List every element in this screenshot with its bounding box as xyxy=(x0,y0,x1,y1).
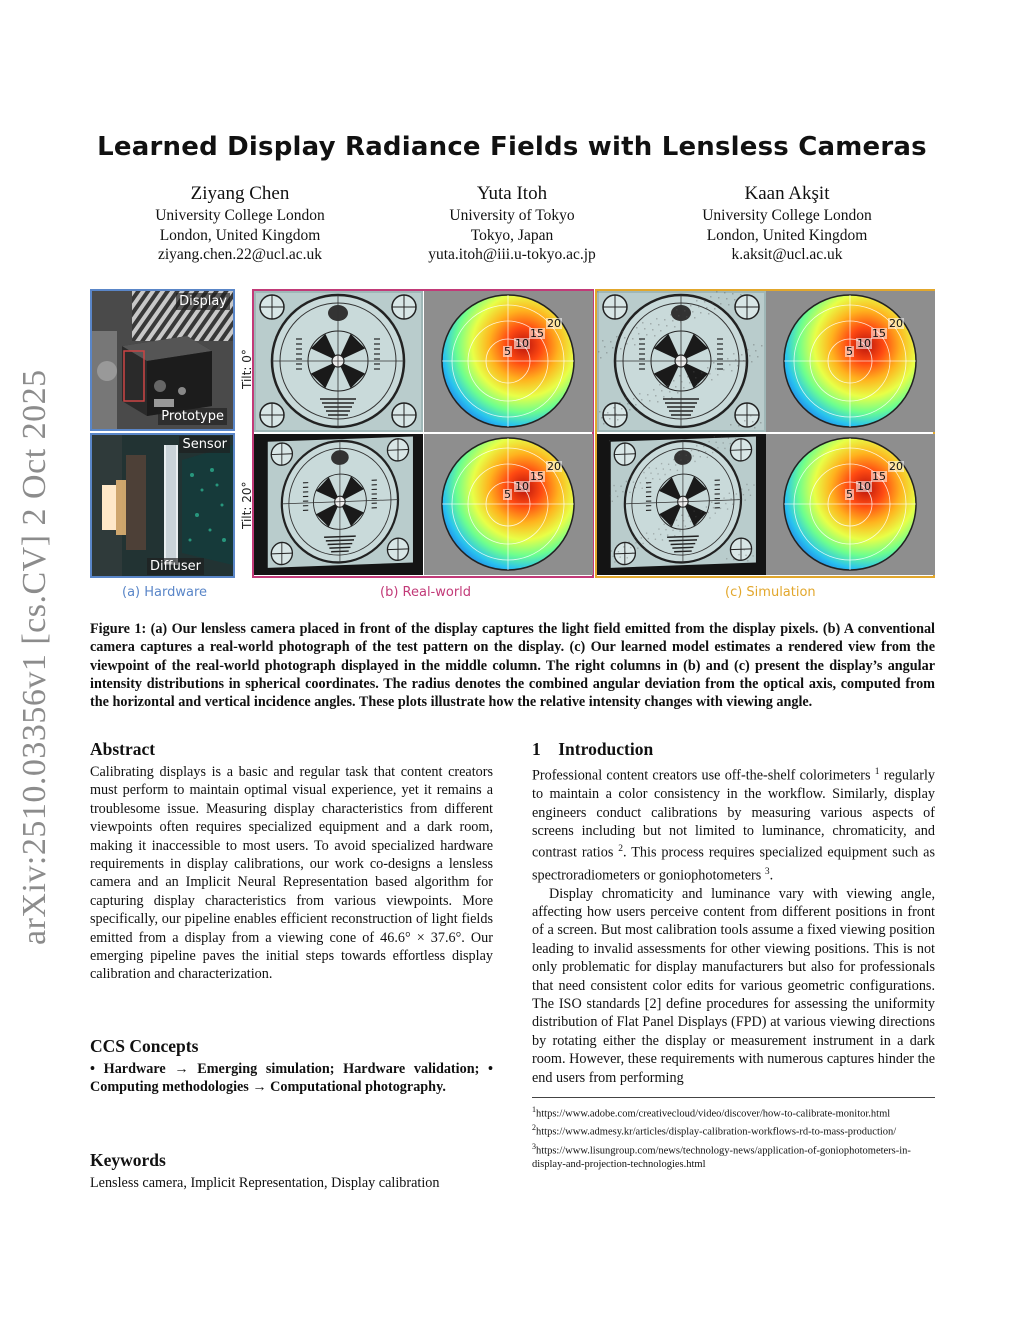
ccs-text: • Hardware → Emerging simulation; Hardware validation; • Computing methodologies → Computational photography. xyxy=(90,1060,493,1096)
footnotes xyxy=(532,1097,935,1172)
contour-label: 15 xyxy=(872,470,886,483)
real-world-test-pattern-tilt-20 xyxy=(254,434,423,575)
author-affiliation: University College London xyxy=(155,207,325,224)
display-label: Display xyxy=(176,293,230,310)
arxiv-identifier: arXiv:2510.03356v1 [cs.CV] 2 Oct 2025 xyxy=(16,369,53,945)
hardware-prototype-photo xyxy=(90,289,235,431)
introduction-paragraph-1: Professional content creators use off-the-shelf colorimeters $^1$ regularly to maintain a color consistency in the workflow. Similarly, display engineers conduct calibrations by measuring various aspects of screens including but not limited to luminance, chromaticity, and contrast ratios $^2$. This process requires specialized equipment such as spectroradiometers or goniophotometers $^3$. xyxy=(532,767,935,884)
simulation-panel-group xyxy=(595,289,935,578)
ccs-heading: CCS Concepts xyxy=(90,1035,199,1056)
figure-1 xyxy=(90,289,935,607)
introduction-paragraph-2: Display chromaticity and luminance vary with viewing angle, affecting how users perceive content from different positions in front of a screen. But most calibration tools assume a fixed viewing position leading to invalid assessments for other viewing positions. This is not only problematic for display manufacturers but also for professionals that need consistent color edits for various geometric configurations. The ISO standards [2] define procedures for assessing the uniformity distribution of Flat Panel Displays (FPD) at various viewing directions by rotating either the display or measurement instrument in a dark room. However, these requirements with numerous captures hinder the end users from performing xyxy=(532,885,935,1086)
footnote-2[interactable]: $^2$https://www.admesy.kr/articles/display-calibration-workflows-rd-to-mass-production/ xyxy=(532,1123,897,1138)
author-email[interactable]: k.aksit@ucl.ac.uk xyxy=(731,246,843,263)
diffuser-label: Diffuser xyxy=(147,558,204,575)
author-block xyxy=(90,182,935,266)
simulation-test-pattern-tilt-20 xyxy=(597,434,766,575)
footnote-3[interactable]: $^3$https://www.lisungroup.com/news/technology-news/application-of-goniophotometers-in-display-and-projection-technologies.html xyxy=(532,1141,911,1170)
author-email[interactable]: ziyang.chen.22@ucl.ac.uk xyxy=(157,246,323,263)
abstract-heading: Abstract xyxy=(90,739,156,759)
author-email[interactable]: yuta.itoh@iii.u-tokyo.ac.jp xyxy=(428,246,596,263)
real-world-test-pattern-tilt-0 xyxy=(254,291,423,432)
test-pattern-image xyxy=(254,291,423,432)
simulation-intensity-plot-tilt-0 xyxy=(766,291,935,432)
contour-label: 10 xyxy=(857,337,871,350)
tilt-0-label: Tilt: 0° xyxy=(240,349,254,389)
abstract-text: Calibrating displays is a basic and regular task that content creators must perform to maintain optimal visual experience, yet it remains a troublesome issue. Measuring display characteristics from different viewpoints often requires specialized equipment and a dark room, making it inaccessible to most users. To avoid specialized hardware requirements in display calibrations, our work co-designs a lensless camera and an Implicit Neural Representation based algorithm for capturing display characteristics from various viewpoints. More specifically, our pipeline enables efficient reconstruction of light fields emitted from a display from a viewing cone of 46.6° × 37.6°. Our emerging pipeline paves the initial steps towards effortless display calibration and characterization. xyxy=(90,764,493,983)
keywords-text: Lensless camera, Implicit Representation, Display calibration xyxy=(90,1174,440,1191)
author-3 xyxy=(637,182,937,265)
panel-b-label: (b) Real-world xyxy=(380,585,472,600)
footnote-ref-3[interactable]: 3 xyxy=(764,866,770,877)
contour-label: 10 xyxy=(515,480,529,493)
footnote-1[interactable]: $^1$https://www.adobe.com/creativecloud/video/discover/how-to-calibrate-monitor.html xyxy=(532,1105,891,1120)
keywords-heading: Keywords xyxy=(90,1149,166,1170)
tilt-20-label: Tilt: 20° xyxy=(240,481,254,529)
simulation-intensity-plot-tilt-20 xyxy=(766,434,935,575)
author-name: Ziyang Chen xyxy=(190,183,290,204)
author-location: Tokyo, Japan xyxy=(470,226,554,244)
real-world-intensity-plot-tilt-20 xyxy=(424,434,593,575)
left-column xyxy=(90,738,493,1192)
test-pattern-image xyxy=(597,291,766,432)
hardware-sensor-render xyxy=(90,433,235,578)
footnote-ref-1[interactable]: 1 xyxy=(874,767,880,777)
simulation-test-pattern-tilt-0 xyxy=(597,291,766,432)
intensity-contour-plot xyxy=(424,291,593,432)
paper-title: Learned Display Radiance Fields with Lensless Cameras xyxy=(97,132,927,162)
author-affiliation: University of Tokyo xyxy=(449,207,575,224)
sensor-label: Sensor xyxy=(179,436,230,453)
author-location: London, United Kingdom xyxy=(706,226,868,244)
contour-label: 10 xyxy=(515,337,529,350)
sensor-diffuser-illustration xyxy=(92,435,233,576)
author-name: Yuta Itoh xyxy=(476,183,548,204)
contour-label: 5 xyxy=(846,488,853,501)
test-pattern-image xyxy=(597,434,766,575)
contour-label: 15 xyxy=(872,327,886,340)
intensity-contour-plot xyxy=(424,434,593,575)
author-name: Kaan Akşit xyxy=(744,183,830,204)
panel-c-label: (c) Simulation xyxy=(725,585,816,600)
author-2 xyxy=(362,182,662,265)
intensity-contour-plot xyxy=(766,434,935,575)
author-1 xyxy=(90,182,390,265)
test-pattern-image xyxy=(254,434,423,575)
contour-label: 5 xyxy=(504,488,511,501)
prototype-label: Prototype xyxy=(158,408,227,425)
contour-label: 15 xyxy=(530,327,544,340)
introduction-heading: 1 Introduction xyxy=(532,739,654,759)
figure-caption: Figure 1: (a) Our lensless camera placed in front of the display captures the light field emitted from the display pixels. (b) A conventional camera captures a real-world photograph of the test pattern on the display. (c) Our learned model estimates a rendered view from the viewpoint of the real-world photograph displayed in the middle column. The right columns in (b) and (c) present the display’s angular intensity distributions in spherical coordinates. The radius denotes the combined angular deviation from the optical axis, computed from the horizontal and vertical incidence angles. These plots illustrate how the relative intensity changes with viewing angle. xyxy=(90,621,935,711)
right-column xyxy=(532,738,935,1087)
contour-label: 5 xyxy=(846,345,853,358)
contour-label: 10 xyxy=(857,480,871,493)
author-location: London, United Kingdom xyxy=(159,226,321,244)
contour-label: 5 xyxy=(504,345,511,358)
footnote-ref-2[interactable]: 2 xyxy=(618,844,624,855)
contour-label: 20 xyxy=(889,317,903,330)
contour-label: 20 xyxy=(889,460,903,473)
intensity-contour-plot xyxy=(766,291,935,432)
author-affiliation: University College London xyxy=(702,207,872,224)
contour-label: 15 xyxy=(530,470,544,483)
panel-a-label: (a) Hardware xyxy=(122,585,208,600)
contour-label: 20 xyxy=(547,460,561,473)
real-world-panel-group xyxy=(252,289,594,578)
contour-label: 20 xyxy=(547,317,561,330)
real-world-intensity-plot-tilt-0 xyxy=(424,291,593,432)
